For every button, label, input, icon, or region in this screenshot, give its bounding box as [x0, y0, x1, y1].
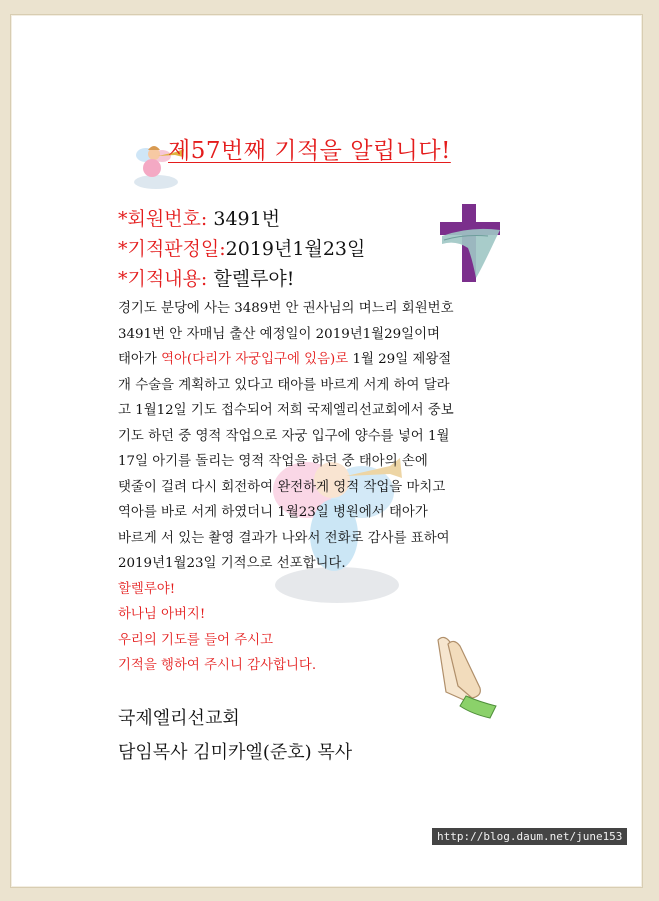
body-line: 경기도 분당에 사는 3489번 안 권사님의 며느리 회원번호: [118, 301, 454, 316]
praise-line: 우리의 기도를 들어 주시고: [118, 632, 274, 648]
page-title: 제57번째 기적을 알립니다!: [168, 138, 451, 164]
miracle-content-field: [118, 264, 294, 291]
church-name: 국제엘리선교회: [118, 708, 240, 729]
praise-line: 기적을 행하여 주시니 감사합니다.: [118, 658, 317, 673]
breech-highlight: 역아(다리가 자궁입구에 있음)로: [161, 352, 349, 367]
pastor-name: 담임목사 김미카엘(준호) 목사: [118, 742, 353, 763]
body-text: [118, 296, 558, 679]
cross-icon: [432, 200, 510, 286]
body-line: 개 수술을 계획하고 있다고 태아를 바르게 서게 하여 달라: [118, 377, 450, 393]
judgment-date-field: [118, 234, 365, 261]
praise-line: 하나님 아버지!: [118, 607, 206, 622]
body-line: 17일 아기를 돌리는 영적 작업을 하던 중 태아의 손에: [118, 454, 428, 469]
body-line: 2019년1월23일 기적으로 선포합니다.: [118, 556, 346, 571]
body-line-part: 1월 29일 제왕절: [348, 352, 452, 367]
member-number-field: [118, 204, 280, 231]
body-line: 탯줄이 걸려 다시 회전하여 완전하게 영적 작업을 마치고: [118, 479, 446, 495]
praise-line: 할렐루야!: [118, 581, 176, 597]
body-line-part: 태아가: [118, 352, 162, 367]
body-line: 3491번 안 자매님 출산 예정일이 2019년1월29일이며: [118, 326, 440, 342]
body-line: 고 1월12일 기도 접수되어 저희 국제엘리선교회에서 중보: [118, 403, 454, 418]
miracle-content-value: 할렐루야!: [207, 268, 295, 290]
member-number-label: *회원번호:: [118, 208, 208, 230]
blog-watermark: http://blog.daum.net/june153: [432, 828, 627, 845]
body-line: 역아를 바로 서게 하였더니 1월23일 병원에서 태아가: [118, 505, 428, 520]
judgment-date-label: *기적판정일:: [118, 238, 226, 260]
miracle-content-label: *기적내용:: [118, 268, 208, 290]
body-line: 기도 하던 중 영적 작업으로 자궁 입구에 양수를 넣어 1월: [118, 428, 450, 444]
judgment-date-value: 2019년1월23일: [225, 238, 366, 260]
member-number-value: 3491번: [207, 208, 281, 230]
body-line: [118, 347, 558, 373]
body-line: 바르게 서 있는 촬영 결과가 나와서 전화로 감사를 표하여: [118, 530, 450, 546]
